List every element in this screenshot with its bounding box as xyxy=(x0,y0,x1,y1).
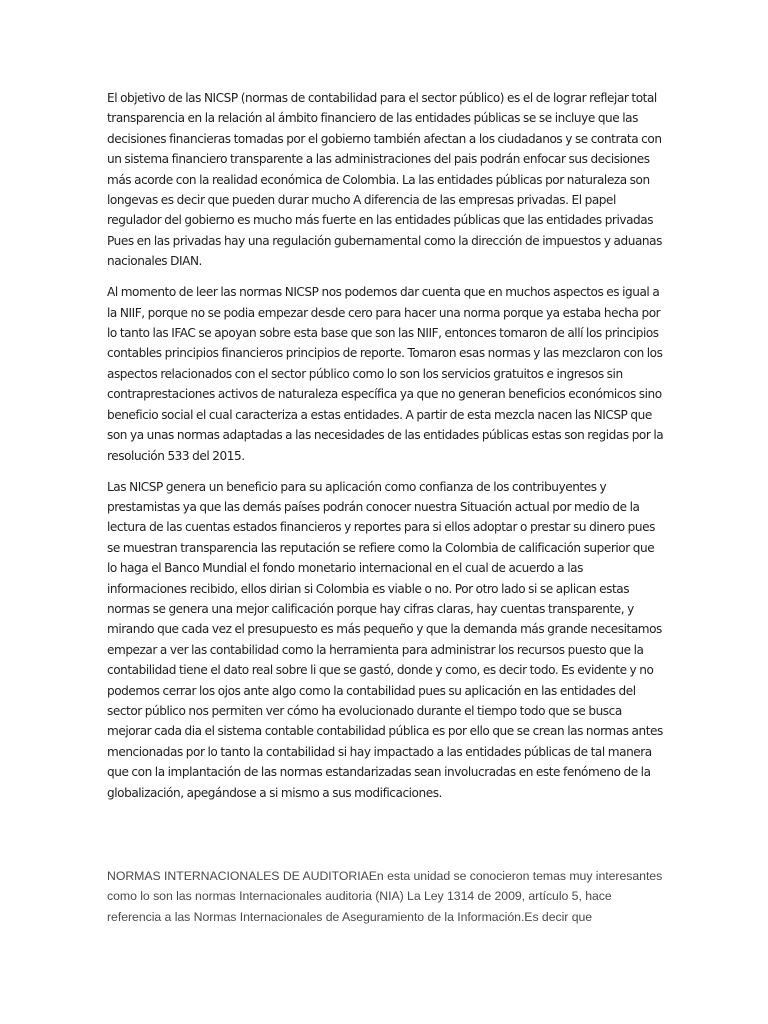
paragraph-nicsp-niif-comparison: Al momento de leer las normas NICSP nos podemos dar cuenta que en muchos aspectos es igual a la NIIF, porque no se podia empezar desde cero para hacer una norma porque ya estaba hecha por lo tanto las IFAC se apoyan sobre esta base que son las NIIF, entonces tomaron de allí los principios contables principios financieros principios de reporte. Tomaron esas normas y las mezclaron con los aspectos relacionados con el sector público como lo son los servicios gratuitos e ingresos sin contraprestaciones activos de naturaleza específica ya que no generan beneficios económicos sino beneficio social el cual caracteriza a estas entidades. A partir de esta mezcla nacen las NICSP que son ya unas normas adaptadas a las necesidades de las entidades públicas estas son regidas por la resolución 533 del 2015. xyxy=(107,285,664,463)
paragraph-nicsp-benefits: Las NICSP genera un beneficio para su aplicación como confianza de los contribuyentes y prestamistas ya que las demás países podrán conocer nuestra Situación actual por medio de la lectura de las cuentas estados financieros y reportes para si ellos adoptar o prestar su dinero pues se muestran transparencia las reputación se refiere como la Colombia de calificación superior que lo haga el Banco Mundial el fondo monetario internacional en el cual de acuerdo a las informaciones recibido, ellos dirian si Colombia es viable o no. Por otro lado si se aplican estas normas se genera una mejor calificación porque hay cifras claras, hay cuentas transparente, y mirando que cada vez el presupuesto es más pequeño y que la demanda más grande necesitamos empezar a ver las contabilidad como la herramienta para administrar los recursos puesto que la contabilidad tiene el dato real sobre li que se gastó, donde y como, es decir todo. Es evidente y no podemos cerrar los ojos ante algo como la contabilidad pues su aplicación en las entidades del sector público nos permiten ver cómo ha evolucionado durante el tiempo todo que se busca mejorar cada dia el sistema contable contabilidad pública es por ello que se crean las normas antes mencionadas por lo tanto la contabilidad si hay impactado a las entidades públicas de tal manera que con la implantación de las normas estandarizadas sean involucradas en este fenómeno de la globalización, apegándose a si mismo a sus modificaciones. xyxy=(107,479,663,800)
auditoria-section xyxy=(107,866,667,927)
paragraph-nicsp-objective: El objetivo de las NICSP (normas de contabilidad para el sector público) es el de lograr reflejar total transparencia en la relación al ámbito financiero de las entidades públicas se se incluye que las decisiones financieras tomadas por el gobierno también afectan a los ciudadanos y se contrata con un sistema financiero transparente a las administraciones del pais podrán enfocar sus decisiones más acorde con la realidad económica de Colombia. La las entidades públicas por naturaleza son longevas es decir que pueden durar mucho A diferencia de las empresas privadas. El papel regulador del gobierno es mucho más fuerte en las entidades públicas que las entidades privadas Pues en las privadas hay una regulación gubernamental como la dirección de impuestos y aduanas nacionales DIAN. xyxy=(107,91,662,269)
auditoria-paragraph: NORMAS INTERNACIONALES DE AUDITORIAEn esta unidad se conocieron temas muy interesantes como lo son las normas Internacionales auditoria (NIA) La Ley 1314 de 2009, artículo 5, hace referencia a las Normas Internacionales de Aseguramiento de la Información.Es decir que xyxy=(107,869,663,924)
document-body xyxy=(107,88,665,814)
